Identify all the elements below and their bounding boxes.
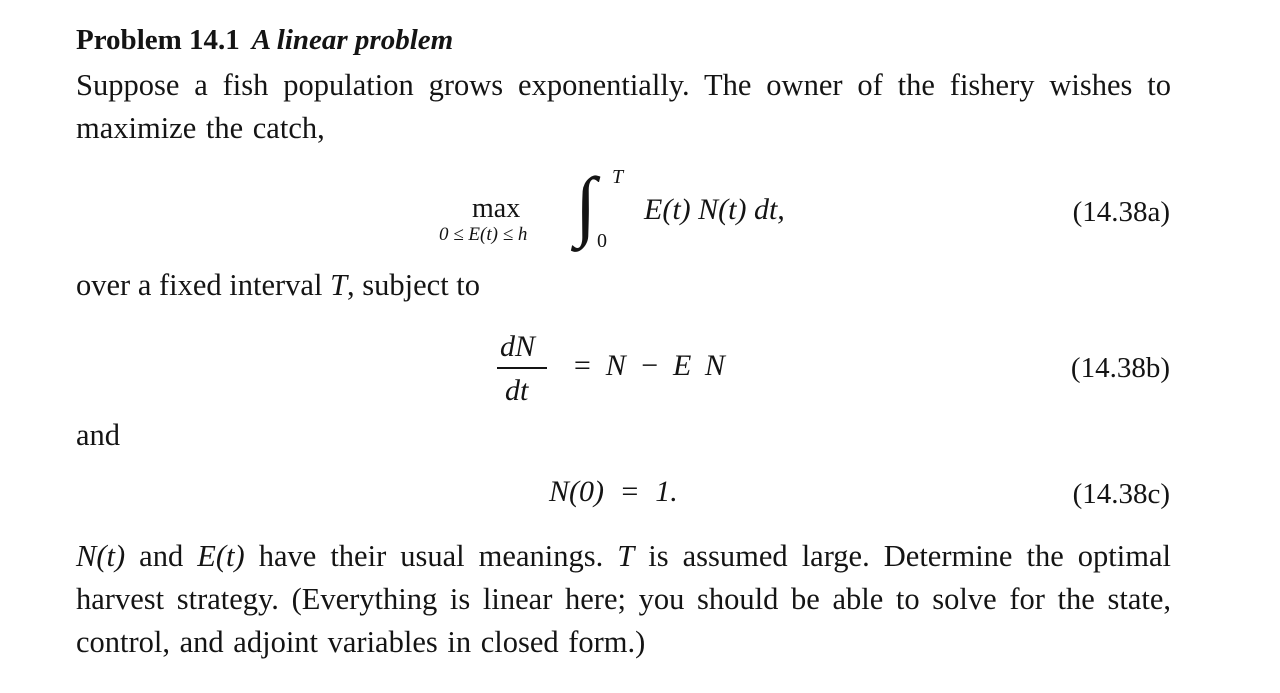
equation-number-a: (14.38a) [1072, 196, 1170, 228]
closing-part-1: N(t) [76, 539, 126, 573]
fraction-numerator: dN [500, 330, 536, 363]
equation-number-c: (14.38c) [1072, 478, 1170, 510]
closing-part-4: have their usual meanings. [244, 539, 618, 573]
interval-variable: T [330, 268, 348, 302]
interval-sentence [76, 268, 480, 303]
closing-paragraph [76, 535, 1171, 664]
interval-text-post: , subject to [347, 268, 481, 302]
problem-number: Problem 14.1 [76, 24, 240, 56]
max-constraint: 0 ≤ E(t) ≤ h [439, 224, 528, 245]
equation-c-expression: N(0) = 1. [549, 475, 678, 508]
integrand: E(t) N(t) dt, [644, 193, 785, 226]
closing-part-3: E(t) [197, 539, 245, 573]
integral-upper-limit: T [612, 166, 624, 188]
equation-number-b: (14.38b) [1070, 352, 1170, 384]
fraction-bar [497, 367, 547, 369]
problem-name: A linear problem [251, 24, 454, 56]
problem-heading [76, 24, 453, 57]
and-word: and [76, 418, 121, 452]
max-operator: max [472, 193, 521, 224]
integral-lower-limit: 0 [597, 230, 607, 252]
closing-part-6: is assumed large. Determine the optimal harvest strategy. (Everything is linear here; you should be able to solve for the state, control, and adjoint variables in closed form.) [76, 539, 1171, 659]
intro-paragraph: Suppose a fish population grows exponentially. The owner of the fishery wishes to maximize the catch, [76, 68, 1171, 145]
interval-text-pre: over a fixed interval [76, 268, 331, 302]
equation-b-rhs: = N − E N [572, 349, 725, 382]
closing-part-5: T [617, 539, 635, 573]
fraction-denominator: dt [505, 374, 529, 407]
integral-sign: ∫ [575, 161, 597, 248]
closing-part-2: and [125, 539, 198, 573]
